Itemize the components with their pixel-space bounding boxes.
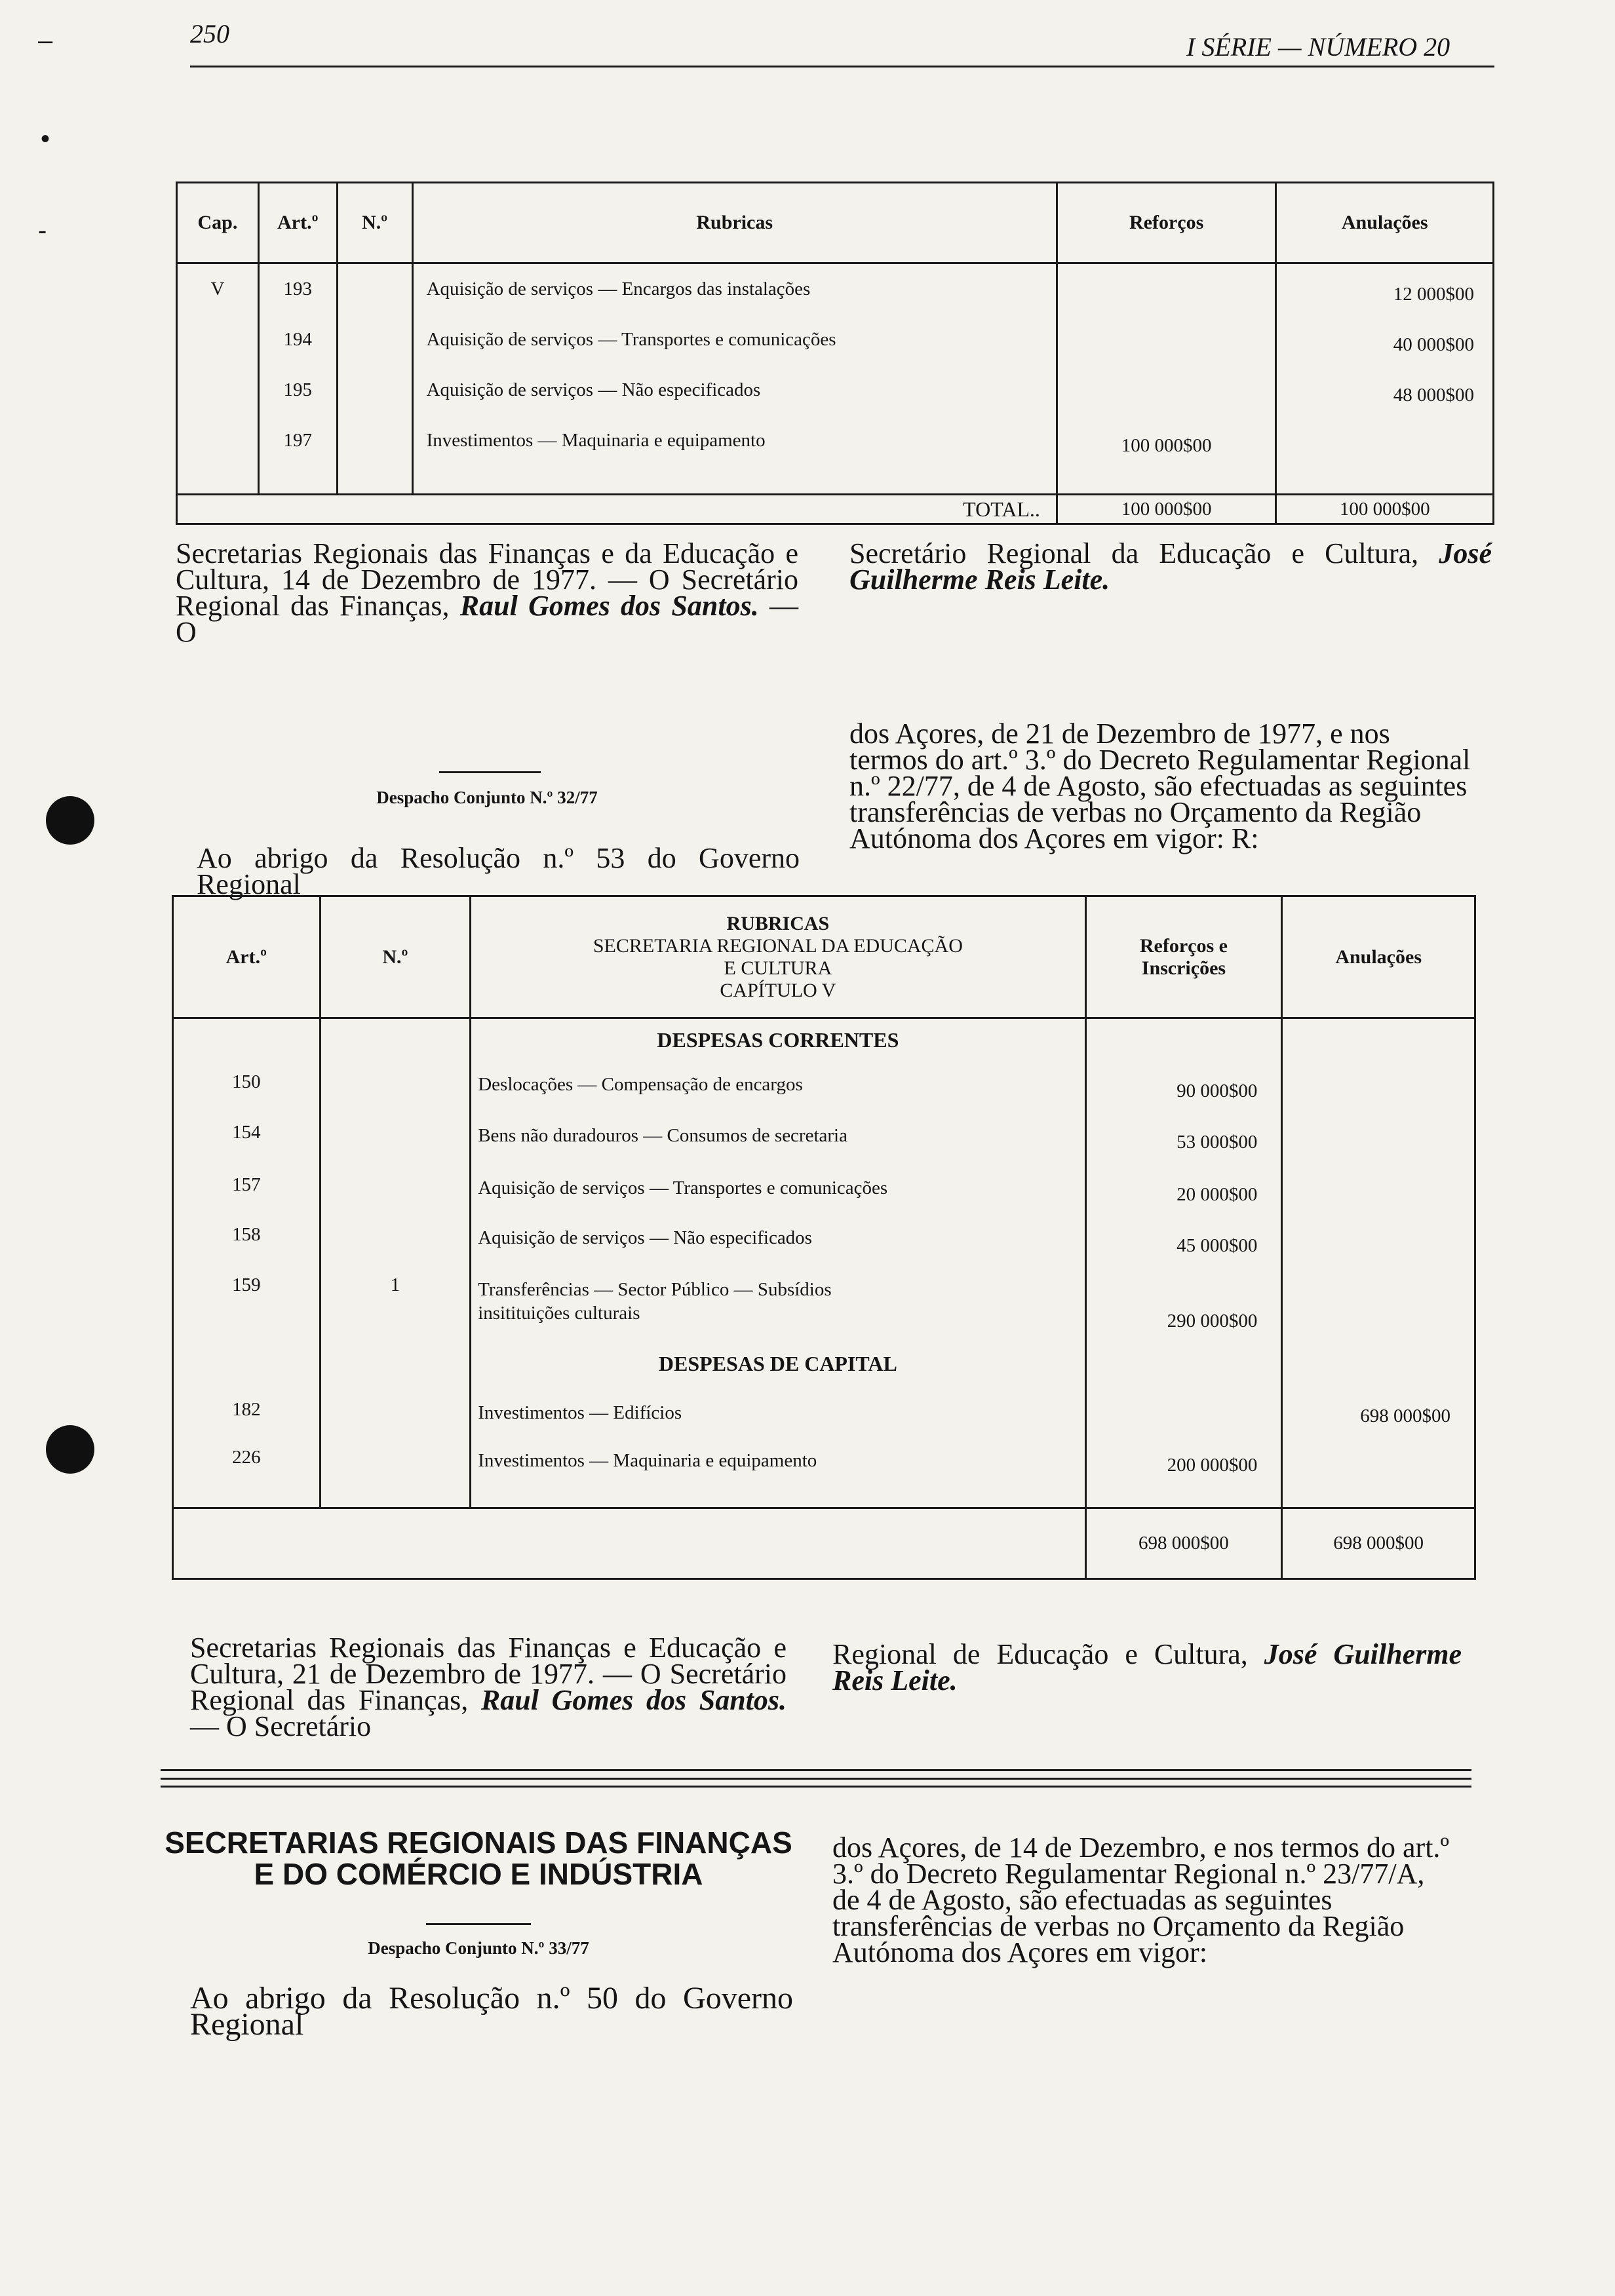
table-row: 193 — [283, 278, 313, 299]
col-header-art: Art.º — [258, 183, 337, 263]
table-row: Deslocações — Compensação de encargos — [478, 1074, 803, 1095]
table-row: Investimentos — Maquinaria e equipamento — [478, 1450, 817, 1471]
table-row: 226 — [232, 1447, 261, 1468]
art-cells — [258, 263, 337, 495]
table-row: Investimentos — Maquinaria e equipamento — [426, 430, 766, 451]
despacho-33-title: Despacho Conjunto N.º 33/77 — [368, 1938, 589, 1958]
table-row: Aquisição de serviços — Não especificados — [478, 1227, 812, 1248]
signature-block-1-right: Secretário Regional da Educação e Cultura, José Guilherme Reis Leite. — [849, 537, 1492, 596]
title-rule — [439, 771, 541, 773]
total-label-cell — [173, 1508, 1086, 1579]
despacho-32-intro-left: Ao abrigo da Resolução n.º 53 do Governo Regional — [197, 842, 800, 900]
despacho-33-intro-left: Ao abrigo da Resolução n.º 50 do Governo Regional — [190, 1981, 793, 2042]
table-row: 194 — [283, 329, 313, 350]
table-row: Bens não duradouros — Consumos de secretaria — [478, 1125, 847, 1146]
margin-mark: – — [38, 26, 53, 55]
table-row: 195 — [283, 379, 313, 400]
table-row: 157 — [232, 1174, 261, 1195]
table-row: 158 — [232, 1224, 261, 1245]
table-row: 197 — [283, 430, 313, 451]
table-row: Investimentos — Edifícios — [478, 1402, 682, 1423]
section-heading: SECRETARIAS REGIONAIS DAS FINANÇAS E DO COMÉRCIO E INDÚSTRIA — [165, 1826, 792, 1891]
section-rule-bottom — [161, 1786, 1471, 1788]
col-header-cap: Cap. — [177, 183, 259, 263]
table-row: Transferências — Sector Público — Subsídios insitituições culturais — [478, 1279, 832, 1324]
series-number: I SÉRIE — NÚMERO 20 — [1186, 32, 1450, 62]
anulacao-cells: 12 000$00 40 000$00 48 000$00 — [1276, 263, 1494, 495]
section-rule-top — [161, 1769, 1471, 1771]
section-rule-middle — [161, 1778, 1471, 1780]
col-header-num: N.º — [320, 896, 471, 1018]
reforco-cells: 90 000$00 53 000$00 20 000$00 45 000$00 290 000$00 200 000$00 — [1085, 1018, 1282, 1508]
total-anulacoes: 698 000$00 — [1282, 1508, 1475, 1579]
margin-mark: - — [38, 216, 47, 245]
margin-mark: • — [41, 124, 50, 153]
group-despesas-correntes: DESPESAS CORRENTES — [657, 1028, 899, 1052]
page-number: 250 — [190, 19, 229, 48]
total-label: TOTAL.. — [177, 495, 1057, 524]
despacho-33-intro-right: dos Açores, de 14 de Dezembro, e nos termos do art.º 3.º do Decreto Regulamentar Regional n.º 23/77/A, de 4 de Agosto, são efectuadas as seguintes transferências de verbas no Orçamento da Região Autónoma dos Açores em vigor: — [832, 1831, 1450, 1968]
despacho-32-title: Despacho Conjunto N.º 32/77 — [376, 788, 598, 807]
col-header-rubricas: RUBRICAS SECRETARIA REGIONAL DA EDUCAÇÃO E CULTURA CAPÍTULO V — [471, 896, 1085, 1018]
anulacao-cells: 698 000$00 — [1282, 1018, 1475, 1508]
num-cells — [337, 263, 412, 495]
signature-block-2-left: Secretarias Regionais das Finanças e Educação e Cultura, 21 de Dezembro de 1977. — O Secretário Regional das Finanças, Raul Gomes dos Santos. — O Secretário — [190, 1632, 787, 1742]
header-rule — [190, 66, 1494, 67]
group-despesas-capital: DESPESAS DE CAPITAL — [658, 1352, 897, 1375]
art-cells — [173, 1018, 321, 1508]
col-header-reforcos: Reforços e Inscrições — [1085, 896, 1282, 1018]
title-rule — [426, 1923, 531, 1925]
punch-hole-bottom — [46, 1425, 94, 1474]
table-row: Aquisição de serviços — Transportes e comunicações — [478, 1177, 888, 1198]
col-header-anulacoes: Anulações — [1282, 896, 1475, 1018]
table-row: 159 — [232, 1274, 261, 1295]
col-header-rubricas: Rubricas — [412, 183, 1057, 263]
punch-hole-top — [46, 796, 94, 845]
table-row: Aquisição de serviços — Não especificados — [426, 379, 761, 400]
total-reforcos: 698 000$00 — [1085, 1508, 1282, 1579]
signature-block-2-right: Regional de Educação e Cultura, José Guilherme Reis Leite. — [832, 1638, 1462, 1696]
col-header-anulacoes: Anulações — [1276, 183, 1494, 263]
table-row: Aquisição de serviços — Transportes e comunicações — [426, 329, 836, 350]
cap-cell: V — [177, 263, 259, 495]
table-row: 154 — [232, 1122, 261, 1143]
total-anulacoes: 100 000$00 — [1276, 495, 1494, 524]
table-row: 150 — [232, 1071, 261, 1092]
rubrica-cells — [412, 263, 1057, 495]
despacho-32-intro-right: dos Açores, de 21 de Dezembro de 1977, e nos termos do art.º 3.º do Decreto Regulamentar Regional n.º 22/77, de 4 de Agosto, são efectuadas as seguintes transferências de verbas no Orçamento da Região Autónoma dos Açores em vigor: R: — [849, 718, 1471, 854]
table-transfers-1 — [176, 182, 1494, 525]
total-reforcos: 100 000$00 — [1057, 495, 1276, 524]
col-header-num: N.º — [337, 183, 412, 263]
num-cells: 1 — [320, 1018, 471, 1508]
signature-block-1-left: Secretarias Regionais das Finanças e da Educação e Cultura, 14 de Dezembro de 1977. — O Secretário Regional das Finanças, Raul Gomes dos Santos. — O — [176, 537, 798, 648]
col-header-art: Art.º — [173, 896, 321, 1018]
rubrica-cells — [471, 1018, 1085, 1508]
col-header-reforcos: Reforços — [1057, 183, 1276, 263]
table-transfers-2 — [172, 895, 1476, 1580]
table-row: 182 — [232, 1399, 261, 1420]
reforco-cells: 100 000$00 — [1057, 263, 1276, 495]
table-row: Aquisição de serviços — Encargos das instalações — [426, 278, 811, 299]
